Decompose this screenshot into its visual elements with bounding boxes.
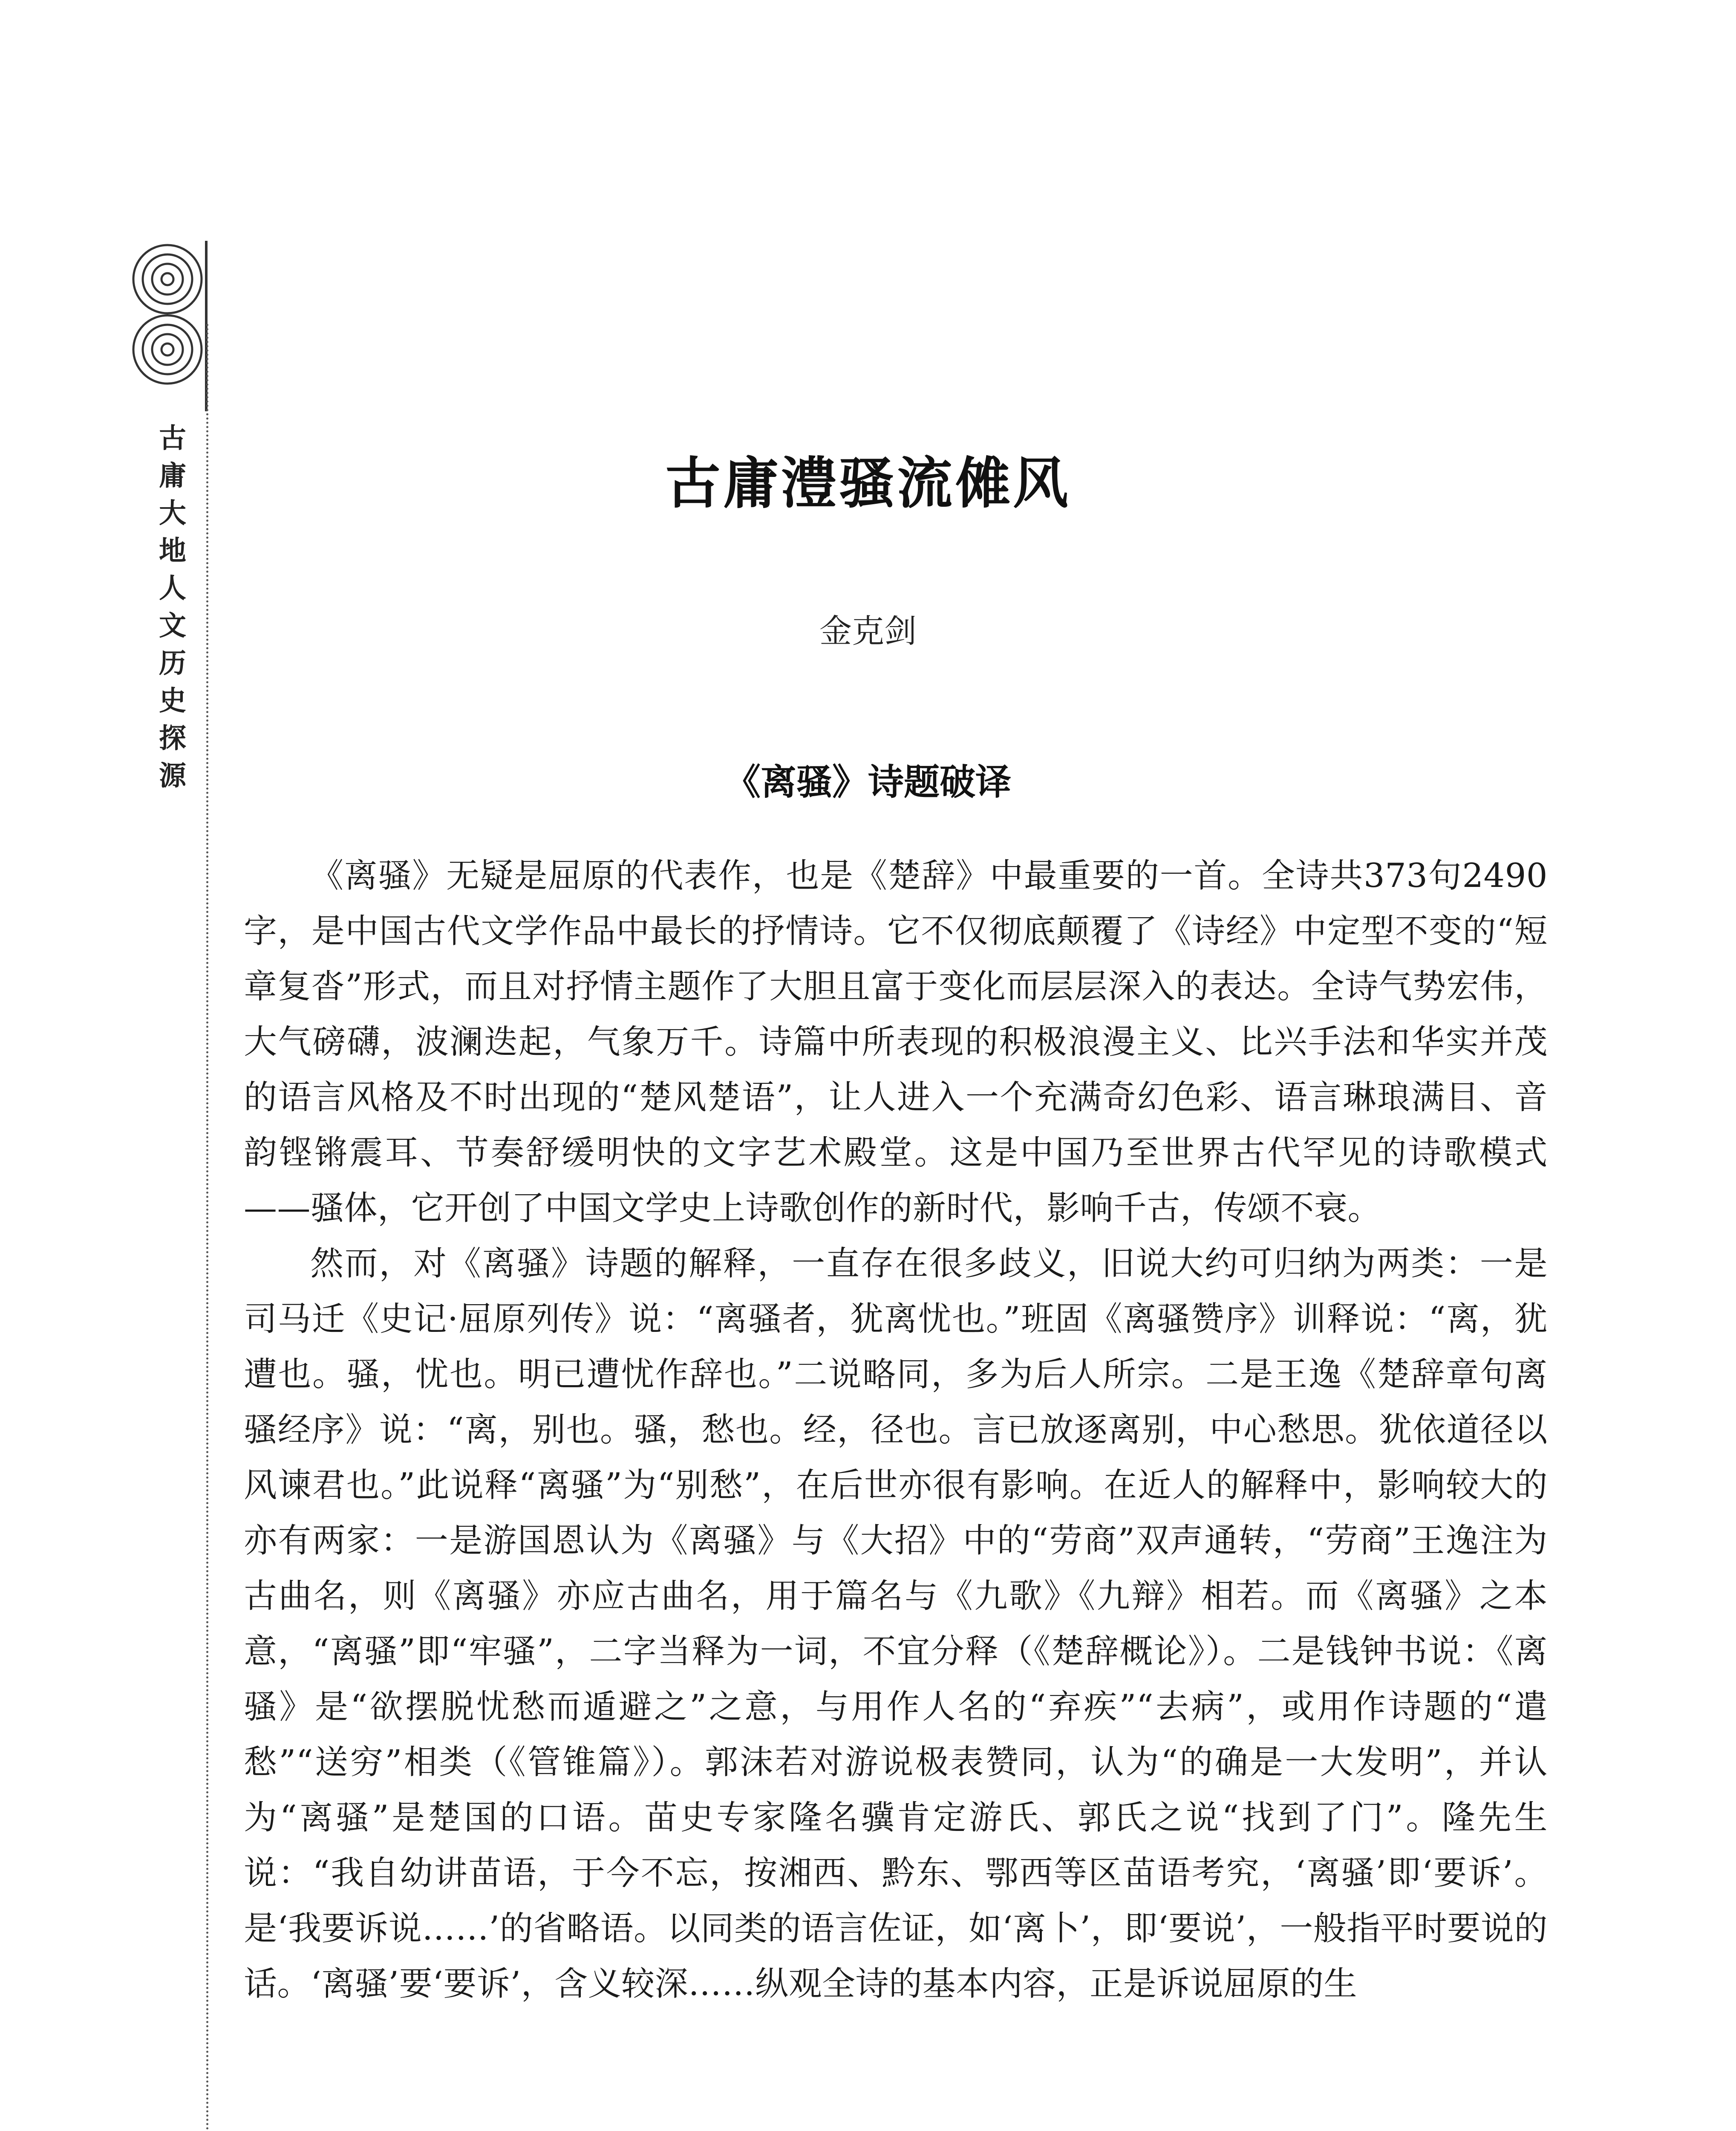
margin-dotted-rule: [206, 324, 208, 2131]
article-title: 古庸澧骚流傩风: [665, 451, 1071, 516]
body-paragraph: 《离骚》无疑是屈原的代表作，也是《楚辞》中最重要的一首。全诗共373句2490字，是中国古代文学作品中最长的抒情诗。它不仅彻底颠覆了《诗经》中定型不变的“短章复沓”形式，而且对抒情主题作了大胆且富于变化而层层深入的表达。全诗气势宏伟，大气磅礴，波澜迭起，气象万千。诗篇中所表现的积极浪漫主义、比兴手法和华实并茂的语言风格及不时出现的“楚风楚语”，让人进入一个充满奇幻色彩、语言琳琅满目、音韵铿锵震耳、节奏舒缓明快的文字艺术殿堂。这是中国乃至世界古代罕见的诗歌模式——骚体，它开创了中国文学史上诗歌创作的新时代，影响千古，传颂不衰。: [244, 857, 1548, 1227]
cloud-scroll-ornament-icon: [127, 241, 212, 411]
section-title: 《离骚》诗题破译: [724, 761, 1011, 803]
article-author: 金克剑: [819, 612, 917, 650]
running-head: 古庸大地人文历史探源: [159, 423, 186, 792]
body-paragraph: 然而，对《离骚》诗题的解释，一直存在很多歧义，旧说大约可归纳为两类：一是司马迁《史记·屈原列传》说：“离骚者，犹离忧也。”班固《离骚赞序》训释说：“离，犹遭也。骚，忧也。明已遭忧作辞也。”二说略同，多为后人所宗。二是王逸《楚辞章句离骚经序》说：“离，别也。骚，愁也。经，径也。言已放逐离别，中心愁思。犹依道径以风谏君也。”此说释“离骚”为“别愁”，在后世亦很有影响。在近人的解释中，影响较大的亦有两家：一是游国恩认为《离骚》与《大招》中的“劳商”双声通转，“劳商”王逸注为古曲名，则《离骚》亦应古曲名，用于篇名与《九歌》《九辩》相若。而《离骚》之本意，“离骚”即“牢骚”，二字当释为一词，不宜分释（《楚辞概论》）。二是钱钟书说：《离骚》是“欲摆脱忧愁而遁避之”之意，与用作人名的“弃疾”“去病”，或用作诗题的“遣愁”“送穷”相类（《管锥篇》）。郭沫若对游说极表赞同，认为“的确是一大发明”，并认为“离骚”是楚国的口语。苗史专家隆名骥肯定游氏、郭氏之说“找到了门”。隆先生说：“我自幼讲苗语，于今不忘，按湘西、黔东、鄂西等区苗语考究，‘离骚’即‘要诉’。是‘我要诉说……’的省略语。以同类的语言佐证，如‘离卜’，即‘要说’，一般指平时要说的话。‘离骚’要‘要诉’，含义较深……纵观全诗的基本内容，正是诉说屈原的生: [244, 1245, 1548, 2003]
article-body: [244, 848, 1548, 2012]
